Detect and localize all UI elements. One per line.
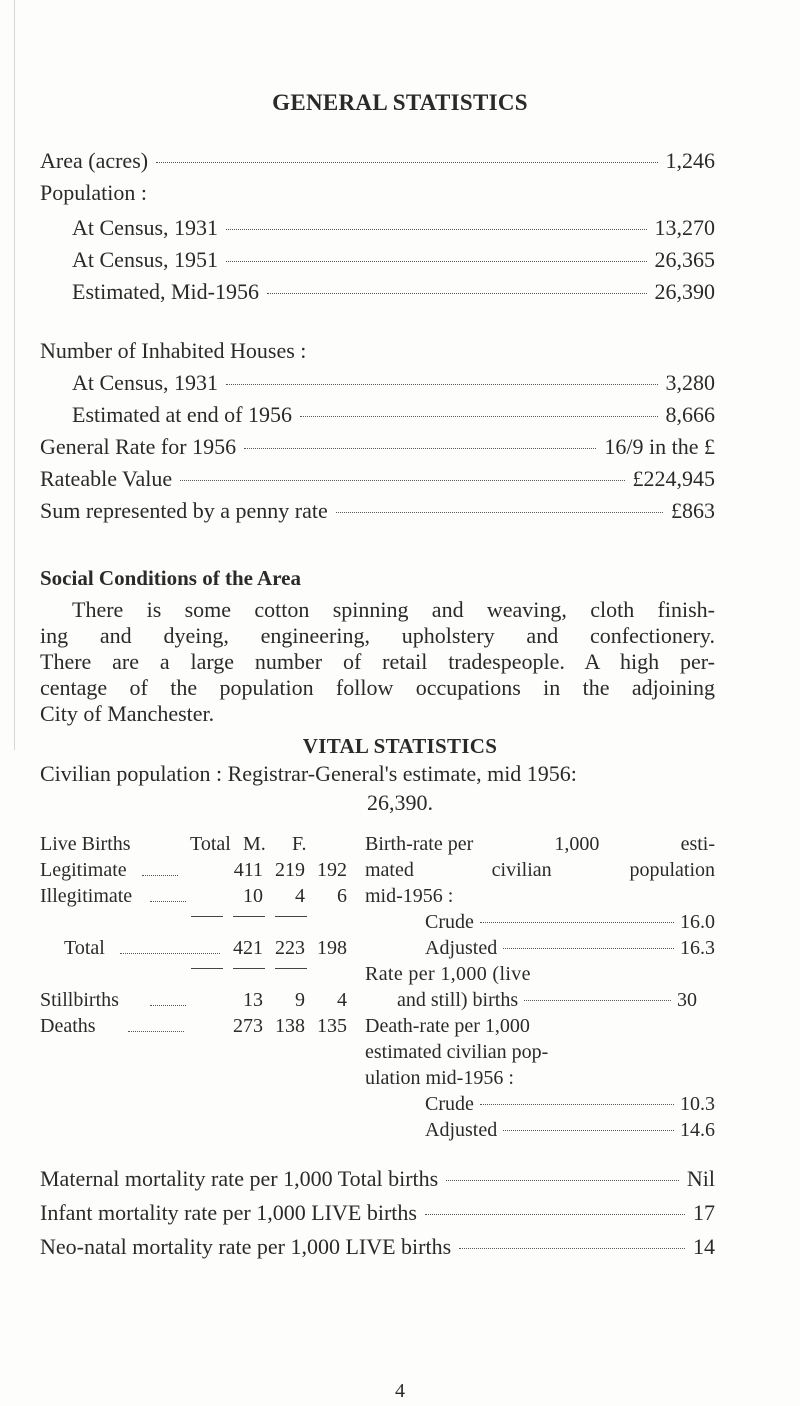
leader-dots <box>524 1000 671 1001</box>
civilian-population-value: 26,390. <box>367 790 433 815</box>
stillbirths-total: 13 <box>243 989 263 1011</box>
neonatal-mortality-value: 14 <box>693 1234 715 1259</box>
death-crude-row <box>425 1093 715 1116</box>
leader-dots <box>300 416 658 417</box>
infant-mortality-row <box>40 1200 715 1226</box>
deaths-female: 135 <box>317 1015 347 1037</box>
leader-dots <box>480 922 674 923</box>
total-total: 421 <box>233 937 263 959</box>
area-value: 1,246 <box>665 148 715 173</box>
leader-dots <box>128 1031 184 1032</box>
rate-text: population <box>629 859 715 881</box>
leader-dots <box>150 1005 186 1006</box>
rate-text: Birth-rate per <box>365 833 474 855</box>
illegitimate-female: 6 <box>337 885 347 907</box>
births-table-header <box>40 830 360 856</box>
sum-rule <box>275 916 307 917</box>
penny-rate-value: £863 <box>671 498 715 523</box>
social-conditions-paragraph <box>40 597 715 727</box>
civilian-population-line: Civilian population : Registrar-General's estimate, mid 1956: <box>40 761 577 786</box>
stillbirths-row <box>40 986 360 1012</box>
birth-adjusted-row <box>425 937 715 960</box>
leader-dots <box>425 1214 685 1215</box>
birth-crude-value: 16.0 <box>680 911 715 933</box>
neonatal-mortality-row <box>40 1234 715 1260</box>
birth-adjusted-label: Adjusted <box>425 937 498 959</box>
penny-rate-row <box>40 498 715 524</box>
legitimate-female: 192 <box>317 859 347 881</box>
sum-rule <box>191 916 223 917</box>
maternal-mortality-label: Maternal mortality rate per 1,000 Total births <box>40 1166 439 1191</box>
census-1931-row <box>72 215 715 241</box>
maternal-mortality-row <box>40 1166 715 1192</box>
stillbirth-rate-row <box>397 989 697 1012</box>
birth-rate-line-3: mid-1956 : <box>365 885 454 907</box>
birth-adjusted-value: 16.3 <box>680 937 715 959</box>
houses-estimated-value: 8,666 <box>665 402 715 427</box>
sum-rule <box>233 916 265 917</box>
male-column-header: M. <box>243 833 266 855</box>
stillbirth-rate-line-1: Rate per 1,000 (live <box>365 963 531 985</box>
birth-rate-line-2 <box>365 859 715 882</box>
sum-rule <box>275 968 307 969</box>
leader-dots <box>180 480 624 481</box>
general-rate-value: 16/9 in the £ <box>604 434 715 459</box>
vital-statistics-title: VITAL STATISTICS <box>302 734 498 758</box>
census-1951-row <box>72 247 715 273</box>
census-1951-value: 26,365 <box>654 247 715 272</box>
houses-1931-label: At Census, 1931 <box>72 370 219 395</box>
death-adjusted-label: Adjusted <box>425 1119 498 1141</box>
leader-dots <box>267 293 647 294</box>
rate-text: esti- <box>680 833 715 855</box>
death-crude-value: 10.3 <box>680 1093 715 1115</box>
stillbirths-female: 4 <box>337 989 347 1011</box>
penny-rate-label: Sum represented by a penny rate <box>40 498 328 523</box>
population-label: Population : <box>40 180 147 205</box>
rates-column <box>365 830 715 1141</box>
rate-text: 1,000 <box>554 833 600 855</box>
sum-rule <box>233 968 265 969</box>
stillbirths-male: 9 <box>295 989 305 1011</box>
page-number: 4 <box>395 1380 405 1402</box>
leader-dots <box>120 953 220 954</box>
death-rate-line-1: Death-rate per 1,000 <box>365 1015 530 1037</box>
census-1931-label: At Census, 1931 <box>72 215 219 240</box>
leader-dots <box>503 948 674 949</box>
general-statistics-title: GENERAL STATISTICS <box>272 90 528 115</box>
estimated-1956-label: Estimated, Mid-1956 <box>72 279 259 304</box>
stillbirth-rate-value: 30 <box>677 989 697 1011</box>
census-1951-label: At Census, 1951 <box>72 247 219 272</box>
leader-dots <box>503 1130 674 1131</box>
death-rate-line-3: ulation mid-1956 : <box>365 1067 514 1089</box>
census-1931-value: 13,270 <box>654 215 715 240</box>
illegitimate-male: 4 <box>295 885 305 907</box>
leader-dots <box>446 1180 679 1181</box>
illegitimate-row <box>40 882 360 908</box>
houses-estimated-row <box>72 402 715 428</box>
illegitimate-label: Illegitimate <box>40 885 133 907</box>
area-label: Area (acres) <box>40 148 149 173</box>
death-adjusted-row <box>425 1119 715 1142</box>
rateable-value-value: £224,945 <box>632 466 715 491</box>
deaths-male: 138 <box>275 1015 305 1037</box>
total-label: Total <box>64 937 105 959</box>
paragraph-line: centage of the population follow occupations in the adjoining <box>40 675 715 700</box>
live-births-header: Live Births <box>40 833 131 855</box>
rateable-value-label: Rateable Value <box>40 466 173 491</box>
houses-1931-row <box>72 370 715 396</box>
deaths-total: 273 <box>233 1015 263 1037</box>
general-rate-row <box>40 434 715 460</box>
leader-dots <box>226 229 646 230</box>
leader-dots <box>459 1248 685 1249</box>
rate-text: civilian <box>491 859 552 881</box>
infant-mortality-label: Infant mortality rate per 1,000 LIVE births <box>40 1200 417 1225</box>
leader-dots <box>226 384 657 385</box>
neonatal-mortality-label: Neo-natal mortality rate per 1,000 LIVE births <box>40 1234 452 1259</box>
birth-crude-row <box>425 911 715 934</box>
birth-rate-line-1 <box>365 833 715 856</box>
leader-dots <box>226 261 646 262</box>
death-adjusted-value: 14.6 <box>680 1119 715 1141</box>
population-label-row <box>40 180 147 206</box>
legitimate-total: 411 <box>233 859 263 881</box>
leader-dots <box>480 1104 674 1105</box>
houses-estimated-label: Estimated at end of 1956 <box>72 402 292 427</box>
birth-crude-label: Crude <box>425 911 474 933</box>
stillbirths-label: Stillbirths <box>40 989 119 1011</box>
deaths-row <box>40 1012 360 1038</box>
leader-dots <box>244 448 596 449</box>
leader-dots <box>336 512 663 513</box>
total-row <box>40 934 360 960</box>
sum-rule <box>191 968 223 969</box>
houses-label: Number of Inhabited Houses : <box>40 338 307 363</box>
leader-dots <box>142 875 178 876</box>
area-row <box>40 148 715 174</box>
total-female: 198 <box>317 937 347 959</box>
illegitimate-total: 10 <box>243 885 263 907</box>
infant-mortality-value: 17 <box>693 1200 715 1225</box>
total-column-header: Total <box>190 833 231 855</box>
death-crude-label: Crude <box>425 1093 474 1115</box>
deaths-label: Deaths <box>40 1015 96 1037</box>
maternal-mortality-value: Nil <box>686 1166 715 1191</box>
leader-dots <box>156 162 657 163</box>
paragraph-line: There is some cotton spinning and weaving, cloth finish- <box>72 597 715 622</box>
leader-dots <box>150 901 186 902</box>
estimated-1956-row <box>72 279 715 305</box>
paragraph-line: There are a large number of retail tradespeople. A high per- <box>40 649 715 674</box>
general-rate-label: General Rate for 1956 <box>40 434 237 459</box>
houses-label-row <box>40 338 306 364</box>
houses-1931-value: 3,280 <box>665 370 715 395</box>
rate-text: mated <box>365 859 414 881</box>
legitimate-row <box>40 856 360 882</box>
female-column-header: F. <box>292 833 307 855</box>
total-male: 223 <box>275 937 305 959</box>
estimated-1956-value: 26,390 <box>654 279 715 304</box>
paragraph-line: ing and dyeing, engineering, upholstery and confectionery. <box>40 623 715 648</box>
paragraph-line: City of Manchester. <box>40 701 215 726</box>
legitimate-male: 219 <box>275 859 305 881</box>
legitimate-label: Legitimate <box>40 859 127 881</box>
stillbirth-rate-label: and still) births <box>397 989 519 1011</box>
death-rate-line-2: estimated civilian pop- <box>365 1041 549 1063</box>
rateable-value-row <box>40 466 715 492</box>
social-conditions-heading: Social Conditions of the Area <box>40 566 301 590</box>
